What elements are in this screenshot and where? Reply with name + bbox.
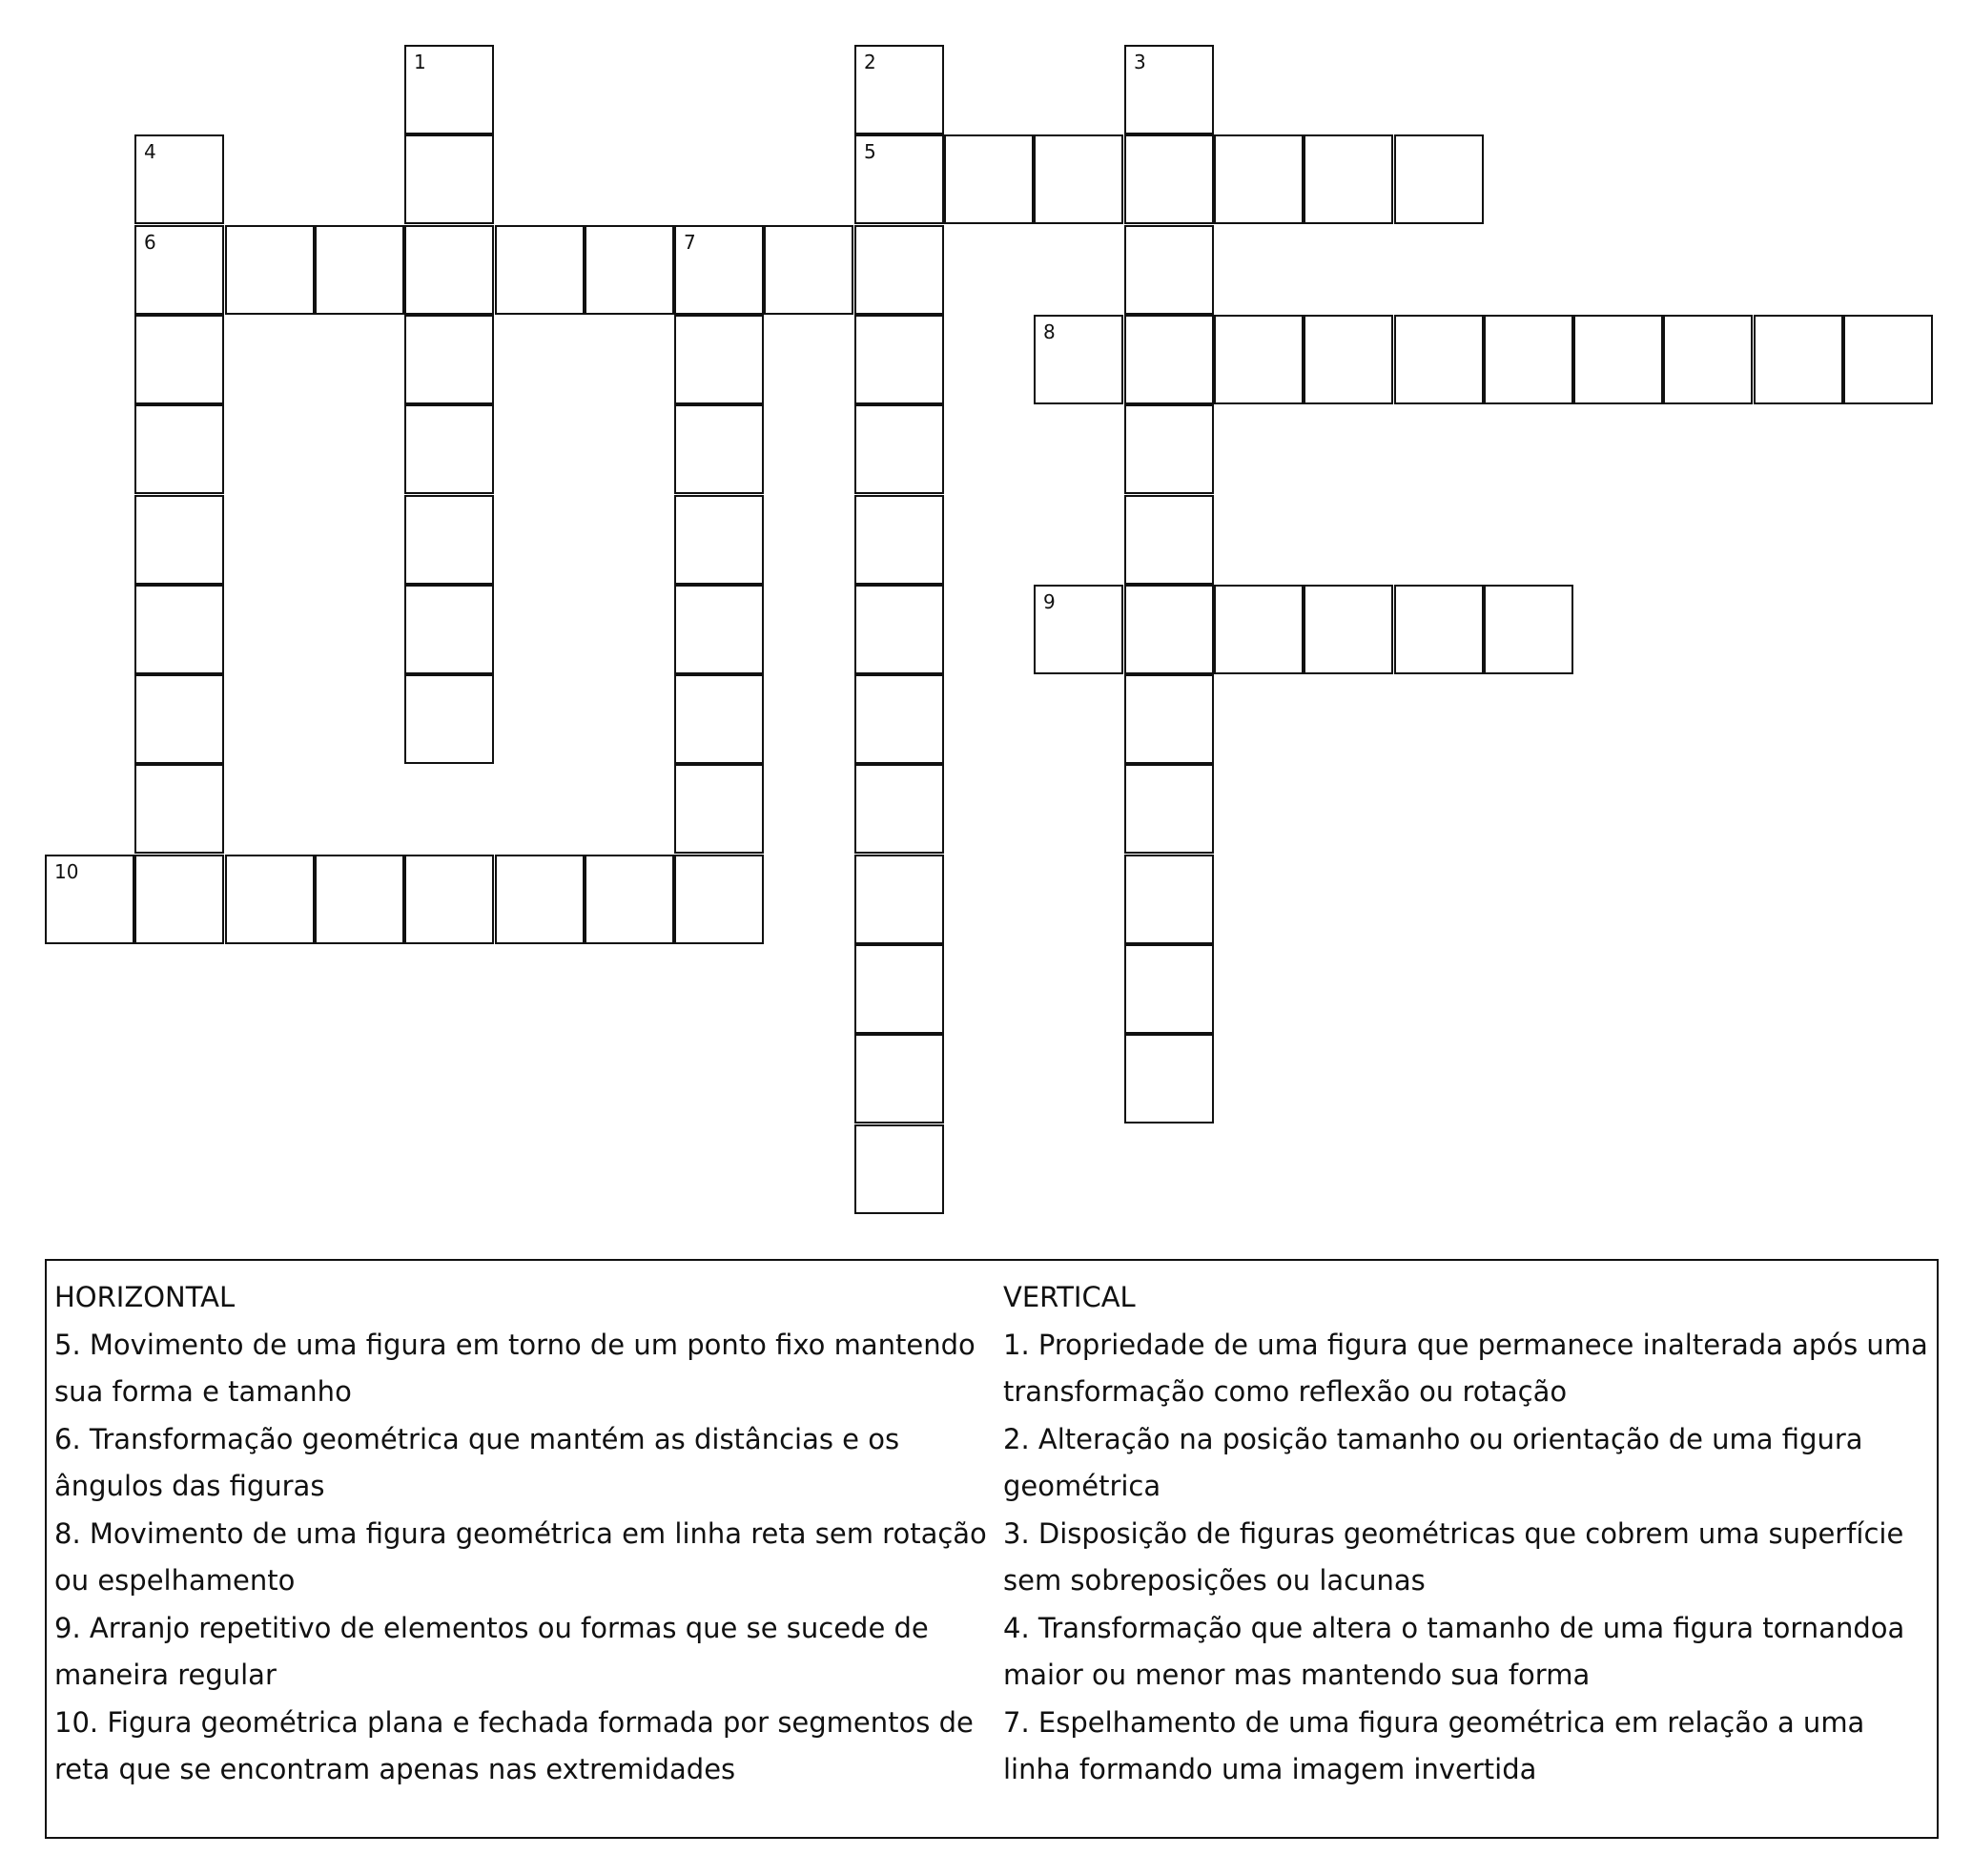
grid-cell[interactable]	[1124, 585, 1214, 674]
vertical-clues	[1003, 1274, 1938, 1794]
clue-number: 6	[144, 231, 156, 254]
grid-cell[interactable]	[1394, 585, 1484, 674]
clue-number: 10	[54, 860, 79, 883]
clue-number: 9	[1043, 590, 1056, 613]
grid-cell[interactable]	[1034, 585, 1123, 674]
grid-cell[interactable]	[674, 764, 764, 854]
grid-cell[interactable]	[854, 764, 944, 854]
grid-cell[interactable]	[854, 45, 944, 134]
grid-cell[interactable]	[854, 404, 944, 494]
grid-cell[interactable]	[404, 315, 494, 404]
clue-horizontal-5: 5. Movimento de uma figura em torno de um ponto fixo mantendo sua forma e tamanho	[54, 1328, 976, 1408]
clue-horizontal-9: 9. Arranjo repetitivo de elementos ou formas que se sucede de maneira regular	[54, 1611, 929, 1691]
clue-horizontal-8: 8. Movimento de uma figura geométrica em linha reta sem rotação ou espelhamento	[54, 1516, 987, 1597]
grid-cell[interactable]	[674, 225, 764, 315]
clue-number: 3	[1134, 51, 1146, 73]
grid-cell[interactable]	[854, 855, 944, 944]
clue-number: 1	[414, 51, 426, 73]
grid-cell[interactable]	[674, 674, 764, 764]
clue-vertical-1: 1. Propriedade de uma figura que permanece inalterada após uma transformação como reflexão ou rotação	[1003, 1328, 1928, 1408]
grid-cell[interactable]	[1573, 315, 1663, 404]
horizontal-clues	[54, 1274, 998, 1794]
grid-cell[interactable]	[1124, 404, 1214, 494]
grid-cell[interactable]	[45, 855, 134, 944]
clue-number: 7	[684, 231, 696, 254]
grid-cell[interactable]	[134, 764, 224, 854]
clue-horizontal-6: 6. Transformação geométrica que mantém as distâncias e os ângulos das figuras	[54, 1422, 900, 1502]
grid-cell[interactable]	[134, 404, 224, 494]
grid-cell[interactable]	[1304, 585, 1393, 674]
clue-vertical-3: 3. Disposição de figuras geométricas que cobrem uma superfície sem sobreposições ou lacunas	[1003, 1516, 1904, 1597]
grid-cell[interactable]	[1124, 134, 1214, 224]
grid-cell[interactable]	[495, 855, 585, 944]
grid-cell[interactable]	[1304, 315, 1393, 404]
grid-cell[interactable]	[854, 134, 944, 224]
grid-cell[interactable]	[134, 585, 224, 674]
clue-number: 2	[864, 51, 876, 73]
grid-cell[interactable]	[1124, 674, 1214, 764]
horizontal-title: HORIZONTAL	[54, 1281, 236, 1313]
grid-cell[interactable]	[854, 944, 944, 1034]
grid-cell[interactable]	[134, 225, 224, 315]
grid-cell[interactable]	[674, 585, 764, 674]
grid-cell[interactable]	[134, 134, 224, 224]
grid-cell[interactable]	[404, 585, 494, 674]
grid-cell[interactable]	[1304, 134, 1393, 224]
grid-cell[interactable]	[1124, 45, 1214, 134]
clue-number: 4	[144, 140, 156, 163]
grid-cell[interactable]	[1124, 315, 1214, 404]
grid-cell[interactable]	[404, 674, 494, 764]
grid-cell[interactable]	[134, 855, 224, 944]
clue-vertical-2: 2. Alteração na posição tamanho ou orientação de uma figura geométrica	[1003, 1422, 1863, 1502]
grid-cell[interactable]	[1214, 134, 1304, 224]
grid-cell[interactable]	[674, 315, 764, 404]
grid-cell[interactable]	[404, 855, 494, 944]
grid-cell[interactable]	[1124, 1034, 1214, 1124]
clues-box	[45, 1259, 1939, 1839]
grid-cell[interactable]	[854, 495, 944, 585]
grid-cell[interactable]	[495, 225, 585, 315]
clue-number: 8	[1043, 320, 1056, 343]
grid-cell[interactable]	[1484, 585, 1573, 674]
grid-cell[interactable]	[854, 585, 944, 674]
grid-cell[interactable]	[854, 674, 944, 764]
grid-cell[interactable]	[944, 134, 1034, 224]
grid-cell[interactable]	[764, 225, 853, 315]
grid-cell[interactable]	[1124, 764, 1214, 854]
grid-cell[interactable]	[1034, 315, 1123, 404]
clue-vertical-4: 4. Transformação que altera o tamanho de uma figura tornandoa maior ou menor mas mantendo sua forma	[1003, 1611, 1905, 1691]
grid-cell[interactable]	[1663, 315, 1753, 404]
grid-cell[interactable]	[854, 1124, 944, 1214]
grid-cell[interactable]	[225, 855, 315, 944]
grid-cell[interactable]	[134, 495, 224, 585]
grid-cell[interactable]	[1124, 225, 1214, 315]
grid-cell[interactable]	[854, 1034, 944, 1124]
grid-cell[interactable]	[1214, 315, 1304, 404]
grid-cell[interactable]	[1124, 944, 1214, 1034]
grid-cell[interactable]	[1484, 315, 1573, 404]
clue-number: 5	[864, 140, 876, 163]
grid-cell[interactable]	[1394, 315, 1484, 404]
grid-cell[interactable]	[1754, 315, 1843, 404]
grid-cell[interactable]	[1034, 134, 1123, 224]
grid-cell[interactable]	[404, 45, 494, 134]
grid-cell[interactable]	[315, 225, 404, 315]
grid-cell[interactable]	[315, 855, 404, 944]
grid-cell[interactable]	[854, 315, 944, 404]
grid-cell[interactable]	[585, 855, 674, 944]
grid-cell[interactable]	[674, 855, 764, 944]
clue-vertical-7: 7. Espelhamento de uma figura geométrica em relação a uma linha formando uma imagem invertida	[1003, 1705, 1865, 1785]
grid-cell[interactable]	[854, 225, 944, 315]
grid-cell[interactable]	[1124, 495, 1214, 585]
grid-cell[interactable]	[585, 225, 674, 315]
grid-cell[interactable]	[404, 134, 494, 224]
grid-cell[interactable]	[134, 674, 224, 764]
grid-cell[interactable]	[134, 315, 224, 404]
grid-cell[interactable]	[1394, 134, 1484, 224]
grid-cell[interactable]	[1843, 315, 1933, 404]
grid-cell[interactable]	[674, 404, 764, 494]
grid-cell[interactable]	[404, 404, 494, 494]
grid-cell[interactable]	[225, 225, 315, 315]
grid-cell[interactable]	[404, 225, 494, 315]
vertical-title: VERTICAL	[1003, 1281, 1136, 1313]
clue-horizontal-10: 10. Figura geométrica plana e fechada formada por segmentos de reta que se encontram apenas nas extremidades	[54, 1705, 974, 1785]
grid-cell[interactable]	[404, 495, 494, 585]
grid-cell[interactable]	[1214, 585, 1304, 674]
grid-cell[interactable]	[674, 495, 764, 585]
grid-cell[interactable]	[1124, 855, 1214, 944]
